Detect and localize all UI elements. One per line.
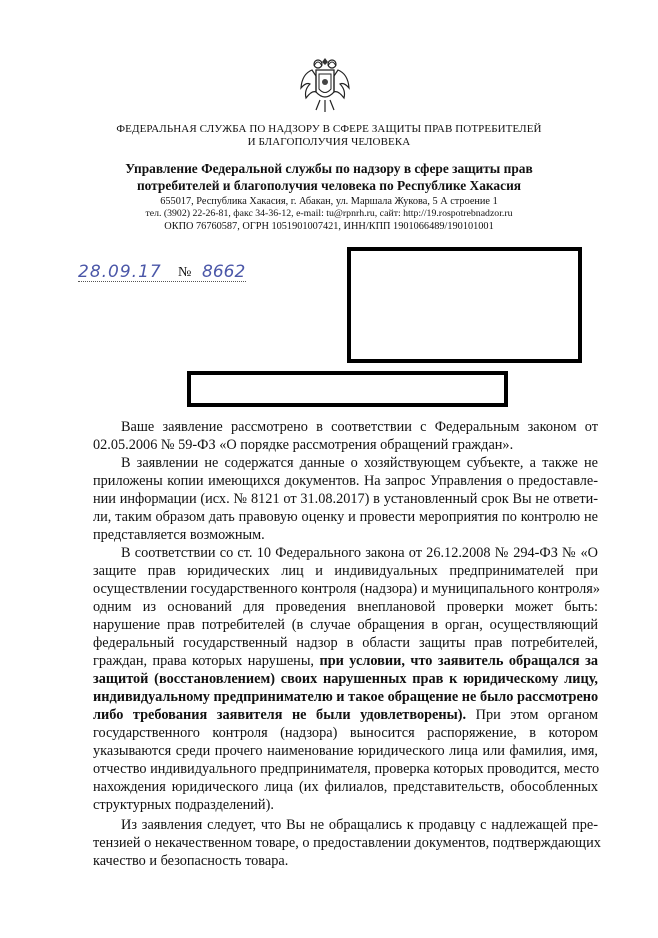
text-normal: граждан, права которых нарушены, (93, 653, 320, 669)
text-line: защите прав юридических лиц и индивидуальных предпринимателей при (93, 563, 598, 579)
text-line: одним из оснований для проведения внеплановой проверки может быть: (93, 599, 598, 615)
text-line-mixed (93, 652, 598, 670)
text-line: качество и безопасность товара. (93, 853, 289, 869)
text-line: нахождения юридического лица (их филиалов, представительств, обособленных (93, 779, 598, 795)
text-line-bold: защитой (восстановлением) своих нарушенных прав к юридическому лицу, (93, 671, 598, 687)
number-sign: № (178, 265, 192, 280)
text-line: В заявлении не содержатся данные о хозяйствующем субъекте, а также не (121, 455, 598, 471)
text-line: осуществлении государственного контроля (надзора) и муниципального контроля» (93, 581, 600, 597)
text-line: федеральный государственный надзор в области защиты прав потребителей, (93, 635, 598, 651)
text-line: 02.05.2006 № 59-ФЗ «О порядке рассмотрения обращений граждан». (93, 437, 514, 453)
redacted-addressee-block (347, 247, 582, 363)
text-line: нарушение прав потребителей (в случае обращения в орган, осуществляющий (93, 617, 598, 633)
agency-name-line2: И БЛАГОПОЛУЧИЯ ЧЕЛОВЕКА (247, 136, 411, 148)
agency-name-line1: ФЕДЕРАЛЬНАЯ СЛУЖБА ПО НАДЗОРУ В СФЕРЕ ЗАЩИТЫ ПРАВ ПОТРЕБИТЕЛЕЙ (116, 123, 542, 135)
handwritten-number: 8662 (202, 262, 246, 282)
contacts: тел. (3902) 22-26-81, факс 34-36-12, e-mail: tu@rpnrh.ru, сайт: http://19.rospotrebnadzor.ru (145, 208, 513, 219)
text-line: структурных подразделений). (93, 797, 274, 813)
reference-underline (78, 281, 246, 282)
text-line: тензией о некачественном товаре, о предоставлении документов, подтверждающих (93, 835, 601, 851)
text-bold: при условии, что заявитель обращался за (319, 653, 598, 669)
text-line: представляется возможным. (93, 527, 265, 543)
text-line: В соответствии со ст. 10 Федерального закона от 26.12.2008 № 294-ФЗ № «О (121, 545, 598, 561)
registration-codes: ОКПО 76760587, ОГРН 1051901007421, ИНН/КПП 1901066489/190101001 (164, 221, 494, 232)
text-normal: При этом органом (466, 707, 598, 723)
department-name-line2: потребителей и благополучия человека по Республике Хакасия (136, 178, 522, 193)
text-line-bold: индивидуальному предпринимателю и такое обращение не было рассмотрено (93, 689, 599, 705)
reference-line (78, 262, 278, 284)
text-bold: либо требования заявителя не были удовлетворены). (93, 707, 467, 723)
text-line: нии информации (исх. № 8121 от 31.08.2017) в установленный срок Вы не ответи- (93, 491, 598, 507)
text-line: Из заявления следует, что Вы не обращались к продавцу с надлежащей пре- (121, 817, 598, 833)
text-line: Ваше заявление рассмотрено в соответствии с Федеральным законом от (121, 419, 598, 435)
text-line: отчество индивидуального предпринимателя, проверка которых проводится, место (93, 761, 600, 777)
text-line: государственного контроля (надзора) выносится распоряжение, в котором (93, 725, 598, 741)
department-name-line1: Управление Федеральной службы по надзору в сфере защиты прав (125, 161, 533, 176)
text-line-mixed (93, 706, 598, 724)
text-line: ли, таким образом дать правовую оценку и провести мероприятия по контролю не (93, 509, 598, 525)
text-line: приложены копии имеющихся документов. На запрос Управления о предоставле- (93, 473, 598, 489)
redacted-subject-line (187, 371, 508, 407)
coat-of-arms-emblem (298, 52, 352, 114)
text-line: указываются среди прочего наименование юридического лица или фамилия, имя, (93, 743, 598, 759)
handwritten-date: 28.09.17 (78, 262, 162, 282)
address: 655017, Республика Хакасия, г. Абакан, ул. Маршала Жукова, 5 А строение 1 (160, 196, 498, 207)
